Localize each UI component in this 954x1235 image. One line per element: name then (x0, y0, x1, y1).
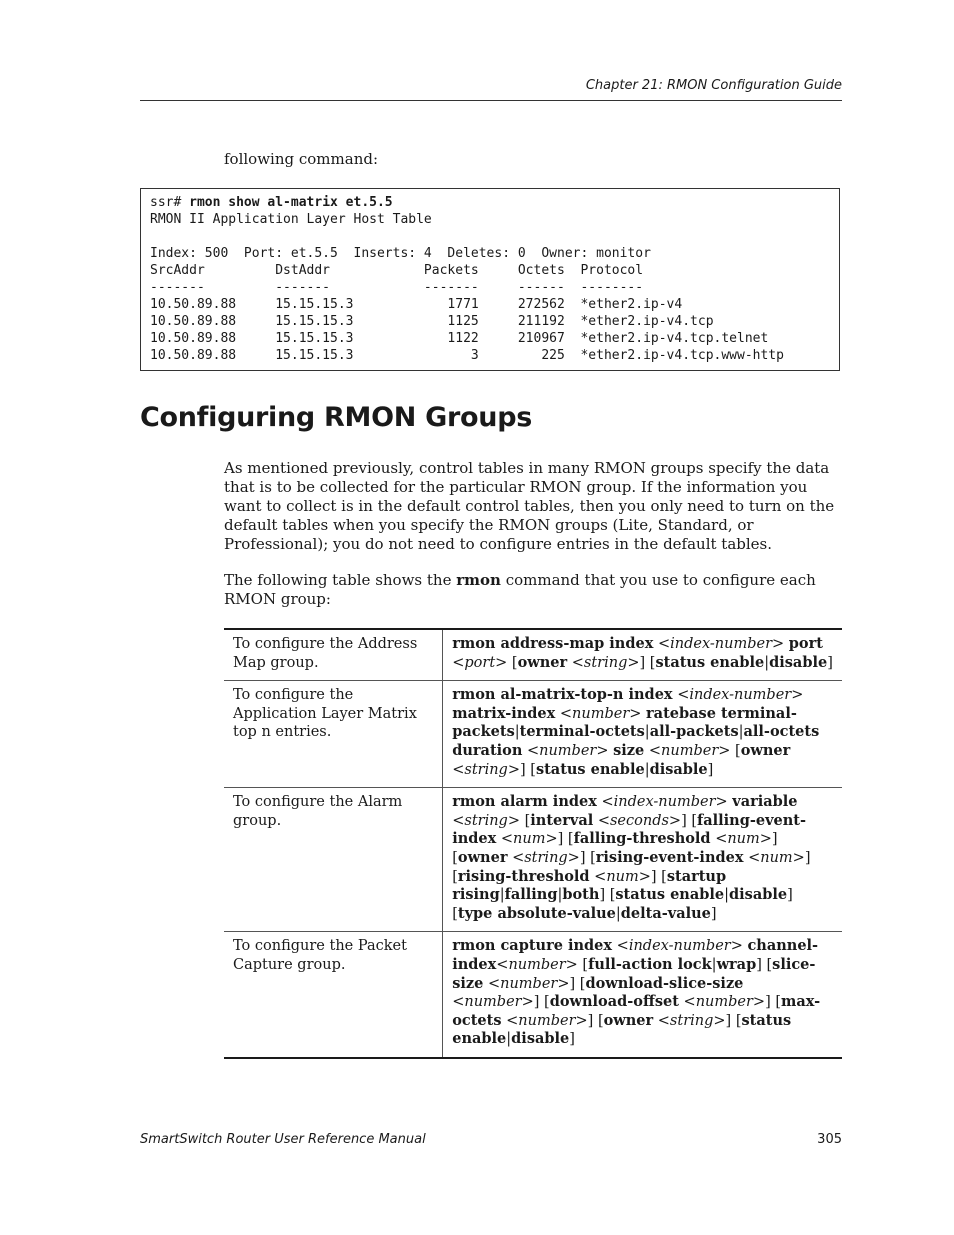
command-punctuation: ] (827, 654, 833, 671)
command-argument: <number> (648, 742, 731, 759)
command-keyword: rmon address-map index (452, 635, 654, 652)
command-punctuation: ] [ (765, 994, 782, 1011)
task-description: To configure the Alarm group. (224, 788, 443, 932)
command-keyword: disable (649, 760, 708, 778)
command-argument: <string> (452, 761, 520, 778)
command-keyword: channel-index (452, 937, 819, 973)
command-keyword: matrix-index (452, 704, 556, 722)
command-punctuation: ] [ (650, 868, 667, 885)
command-argument: <number> (559, 705, 642, 722)
command-keyword: owner (457, 848, 508, 866)
command-punctuation: ] (710, 905, 717, 922)
command-syntax (443, 788, 842, 932)
command-keyword: rmon al-matrix-top-n index (452, 686, 673, 704)
command-keyword: owner (740, 741, 791, 759)
para-text-before: The following table shows the (224, 571, 457, 589)
command-punctuation: ] [ (569, 975, 586, 992)
command-keyword: owner (517, 653, 568, 671)
command-argument: <index-number> (601, 794, 728, 811)
command-argument: <number> (506, 1012, 588, 1029)
command-keyword: wrap (716, 955, 757, 973)
command-argument: <string> (571, 654, 640, 671)
command-keyword: owner (603, 1011, 654, 1029)
command-punctuation: | (711, 956, 717, 973)
command-keyword: falling-threshold (573, 830, 711, 848)
command-argument: <number> (452, 994, 534, 1011)
command-keyword: falling (504, 886, 558, 904)
command-punctuation: [ (577, 956, 589, 973)
command-punctuation: ] [ (681, 812, 698, 829)
task-description: To configure the Address Map group. (224, 629, 443, 681)
body-paragraph: As mentioned previously, control tables in many RMON groups specify the data that is to be collected for the particular RMON group. If the information you want to collect is in the default control tables, then you only need to turn on the default tables when you specify the RMON groups (Lite, Standard, or Professional); you do not need to configure entries in the default tables. (224, 459, 835, 553)
page-number: 305 (817, 1132, 842, 1147)
command-punctuation: [ (730, 742, 741, 759)
command-punctuation: ] [ (452, 831, 778, 866)
command-keyword: size (613, 741, 645, 759)
command-punctuation: ] [ (579, 849, 596, 866)
command-keyword: port (788, 635, 823, 652)
command-argument: <index-number> (616, 938, 743, 955)
command-keyword: status enable (535, 760, 645, 778)
header-divider (140, 100, 842, 101)
command-argument: <port> (452, 654, 508, 671)
command-punctuation: | (644, 724, 650, 741)
command-punctuation: | (738, 724, 744, 741)
task-description: To configure the Application Layer Matrix top n entries. (224, 681, 443, 788)
command-punctuation: | (506, 1031, 512, 1048)
section-title: Configuring RMON Groups (140, 402, 533, 433)
command-punctuation: | (644, 761, 650, 778)
command-argument: <num> (594, 868, 651, 885)
command-keyword: full-action lock (588, 955, 712, 973)
command-keyword: delta-value (620, 904, 711, 922)
command-syntax (443, 932, 842, 1058)
command-punctuation: ] [ (639, 654, 656, 671)
command-keyword: rising-event-index (595, 848, 744, 866)
command-argument: <number> (487, 975, 570, 992)
code-block (150, 194, 830, 364)
command-punctuation: ] [ (452, 849, 811, 885)
intro-text: following command: (224, 150, 379, 168)
command-keyword: ratebase terminal-packets (452, 704, 797, 741)
command-keyword: rmon (456, 571, 501, 589)
command-punctuation: ] [ (725, 1012, 742, 1029)
command-argument: <index-number> (677, 687, 804, 704)
running-header: Chapter 21: RMON Configuration Guide (585, 78, 842, 93)
command-keyword: status enable (655, 653, 765, 671)
table-row (224, 681, 842, 788)
command-syntax (443, 629, 842, 681)
command-punctuation: ] [ (599, 887, 616, 904)
command-punctuation: ] [ (452, 887, 793, 922)
command-argument: <number> (496, 956, 578, 973)
command-keyword: variable (732, 793, 798, 811)
command-argument: <num> (715, 831, 772, 848)
command-argument: <index-number> (657, 636, 785, 652)
command-punctuation: [ (507, 654, 518, 671)
table-row (224, 629, 842, 681)
command-keyword: disable (511, 1030, 570, 1048)
command-punctuation: | (514, 724, 520, 741)
command-keyword: all-octets duration (452, 723, 820, 759)
command-punctuation: | (557, 887, 563, 904)
command-argument: <num> (500, 831, 558, 848)
table-row (224, 932, 842, 1058)
task-description: To configure the Packet Capture group. (224, 932, 443, 1058)
command-keyword: disable (769, 653, 828, 671)
command-keyword: rmon alarm index (452, 793, 597, 811)
table-row (224, 788, 842, 932)
command-keyword: disable (729, 886, 788, 904)
command-keyword: terminal-octets (519, 723, 645, 741)
command-keyword: rising-threshold (457, 867, 590, 885)
command-punctuation: ] [ (557, 831, 574, 848)
command-keyword: type absolute-value (457, 904, 616, 922)
command-keyword: interval (530, 811, 594, 829)
command-punctuation: | (615, 905, 621, 922)
code-prompt: ssr# (150, 195, 190, 210)
footer-manual-title: SmartSwitch Router User Reference Manual (140, 1132, 426, 1147)
command-keyword: download-offset (549, 993, 679, 1011)
command-output-box (140, 188, 840, 371)
command-keyword: all-packets (649, 723, 739, 741)
command-punctuation: ] [ (756, 956, 773, 973)
command-keyword: both (562, 886, 600, 904)
command-keyword: status enable (452, 1011, 792, 1048)
command-punctuation: | (499, 887, 505, 904)
command-argument: <num> (748, 849, 805, 866)
command-punctuation: ] [ (533, 994, 550, 1011)
command-keyword: falling-event-index (452, 811, 807, 848)
table-intro-paragraph (224, 571, 842, 609)
command-punctuation: ] (707, 761, 714, 778)
rmon-config-table (224, 628, 842, 1059)
command-punctuation: ] [ (587, 1012, 604, 1029)
command-keyword: startup rising (452, 867, 727, 904)
command-syntax (443, 681, 842, 788)
command-punctuation: | (724, 887, 730, 904)
command-argument: <string> (452, 812, 520, 829)
command-keyword: slice-size (452, 955, 816, 992)
command-keyword: rmon capture index (452, 937, 613, 955)
command-argument: <string> (512, 849, 580, 866)
command-keyword: status enable (615, 886, 725, 904)
command-argument: <number> (683, 994, 766, 1011)
command-punctuation: ] (569, 1031, 575, 1048)
command-punctuation: ] [ (520, 761, 536, 778)
code-command: rmon show al-matrix et.5.5 (189, 195, 393, 210)
command-argument: <number> (526, 742, 609, 759)
command-punctuation: [ (520, 812, 531, 829)
command-argument: <string> (657, 1012, 726, 1029)
command-argument: <seconds> (597, 812, 682, 829)
command-punctuation: | (764, 654, 770, 671)
code-output: RMON II Application Layer Host Table Index: 500 Port: et.5.5 Inserts: 4 Deletes: 0 Owner: monitor SrcAddr DstAddr Packets Octets Protocol ------- ------- ------- ------ -------- 10.50.89.88 15.15.15.3 1771 272562 *ether2.ip-v4 10.50.89.88 15.15.15.3 1125 211192 *ether2.ip-v4.tcp 10.50.89.88 15.15.15.3 1122 210967 *ether2.ip-v4.tcp.telnet 10.50.89.88 15.15.15.3 3 225 *ether2.ip-v4.tcp.www-http (150, 212, 784, 363)
command-keyword: max-octets (452, 993, 821, 1029)
command-keyword: download-slice-size (585, 974, 744, 992)
para-text-after: command that you use to configure each RMON group: (224, 571, 816, 608)
